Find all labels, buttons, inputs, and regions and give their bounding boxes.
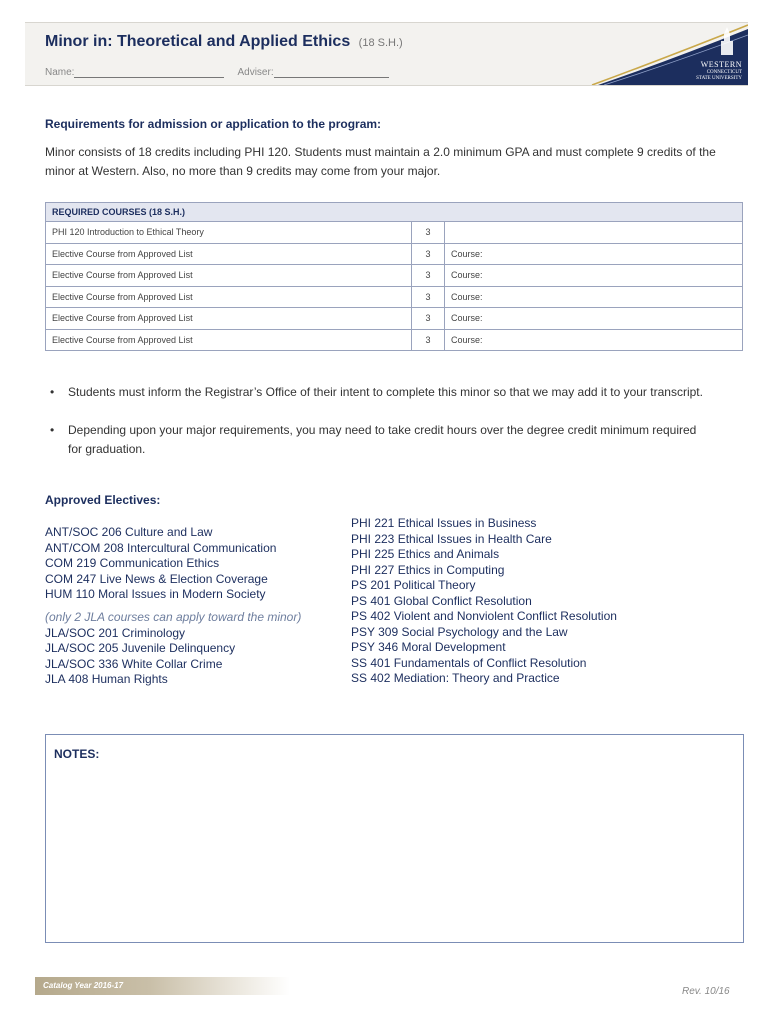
bullet-icon: •	[50, 423, 55, 437]
list-item	[50, 421, 710, 459]
table-row	[46, 222, 743, 244]
bullet-text: Depending upon your major requirements, you may need to take credit hours over the degree credit minimum required for graduation.	[68, 423, 697, 456]
credits-cell: 3	[412, 286, 445, 308]
name-label: Name:	[45, 67, 75, 78]
electives-left-column	[45, 525, 276, 603]
requirements-heading: Requirements for admission or application to the program:	[45, 117, 382, 131]
required-courses-table	[45, 202, 743, 351]
credits-cell: 3	[412, 329, 445, 351]
university-logo	[578, 23, 748, 85]
elective-item: HUM 110 Moral Issues in Modern Society	[45, 587, 266, 601]
elective-item: PS 201 Political Theory	[351, 578, 476, 592]
elective-item: COM 219 Communication Ethics	[45, 556, 220, 570]
bullet-list	[50, 383, 710, 478]
table-header: REQUIRED COURSES (18 S.H.)	[46, 203, 743, 222]
page-title: Minor in: Theoretical and Applied Ethics	[45, 33, 351, 50]
course-note-cell[interactable]: Course:	[445, 308, 743, 330]
elective-item: PHI 221 Ethical Issues in Business	[351, 516, 537, 530]
elective-item: PSY 346 Moral Development	[351, 640, 506, 654]
course-cell: Elective Course from Approved List	[46, 308, 412, 330]
catalog-year-bar	[35, 977, 290, 995]
course-note-cell[interactable]: Course:	[445, 243, 743, 265]
elective-item: JLA/SOC 205 Juvenile Delinquency	[45, 641, 236, 655]
bullet-icon: •	[50, 385, 55, 399]
elective-item: ANT/COM 208 Intercultural Communication	[45, 540, 277, 555]
logo-text-western: WESTERN	[700, 60, 742, 69]
page-header	[25, 22, 748, 86]
logo-text-connecticut: CONNECTICUT	[706, 70, 742, 75]
list-item	[50, 383, 710, 402]
credit-hours: (18 S.H.)	[358, 37, 403, 49]
table-row	[46, 286, 743, 308]
course-note-cell[interactable]: Course:	[445, 286, 743, 308]
course-note-cell[interactable]	[445, 222, 743, 244]
table-row	[46, 329, 743, 351]
approved-electives-heading: Approved Electives:	[45, 493, 161, 507]
elective-item: PHI 227 Ethics in Computing	[351, 562, 505, 577]
requirements-text: Minor consists of 18 credits including PHI 120. Students must maintain a 2.0 minimum GPA and must complete 9 credits of the minor at Western. Also, no more than 9 credits may come from your major.	[45, 145, 716, 178]
logo-text-state-university: STATE UNIVERSITY	[696, 76, 742, 81]
course-cell: PHI 120 Introduction to Ethical Theory	[46, 222, 412, 244]
catalog-year: Catalog Year 2016-17	[43, 981, 124, 990]
table-header-row	[46, 203, 743, 222]
notes-box[interactable]	[45, 734, 744, 943]
electives-jla-column	[45, 610, 301, 688]
notes-label: NOTES:	[54, 747, 100, 761]
elective-item: PSY 309 Social Psychology and the Law	[351, 624, 568, 639]
table-row	[46, 265, 743, 287]
elective-item: PHI 225 Ethics and Animals	[351, 547, 500, 561]
elective-item: COM 247 Live News & Election Coverage	[45, 571, 268, 586]
table-row	[46, 308, 743, 330]
elective-item: JLA/SOC 336 White Collar Crime	[45, 656, 223, 671]
bullet-text: Students must inform the Registrar’s Office of their intent to complete this minor so that we may add it to your transcript.	[68, 385, 703, 399]
credits-cell: 3	[412, 265, 445, 287]
credits-cell: 3	[412, 308, 445, 330]
table-row	[46, 243, 743, 265]
adviser-field[interactable]	[274, 67, 389, 78]
credits-cell: 3	[412, 222, 445, 244]
jla-note: (only 2 JLA courses can apply toward the minor)	[45, 610, 302, 624]
elective-item: SS 401 Fundamentals of Conflict Resolution	[351, 655, 587, 670]
title-row	[45, 33, 403, 51]
elective-item: ANT/SOC 206 Culture and Law	[45, 525, 213, 539]
elective-item: SS 402 Mediation: Theory and Practice	[351, 671, 560, 685]
elective-item: PHI 223 Ethical Issues in Health Care	[351, 531, 552, 546]
elective-item: JLA 408 Human Rights	[45, 672, 168, 686]
course-cell: Elective Course from Approved List	[46, 329, 412, 351]
revision-date: Rev. 10/16	[682, 986, 730, 997]
course-cell: Elective Course from Approved List	[46, 243, 412, 265]
course-cell: Elective Course from Approved List	[46, 265, 412, 287]
credits-cell: 3	[412, 243, 445, 265]
elective-item: PS 402 Violent and Nonviolent Conflict Resolution	[351, 609, 617, 623]
course-note-cell[interactable]: Course:	[445, 265, 743, 287]
name-adviser-row	[45, 67, 389, 78]
elective-item: PS 401 Global Conflict Resolution	[351, 593, 532, 608]
course-cell: Elective Course from Approved List	[46, 286, 412, 308]
name-field[interactable]	[74, 67, 224, 78]
course-note-cell[interactable]: Course:	[445, 329, 743, 351]
adviser-label: Adviser:	[237, 67, 274, 78]
electives-right-column	[351, 516, 617, 687]
elective-item: JLA/SOC 201 Criminology	[45, 625, 186, 640]
